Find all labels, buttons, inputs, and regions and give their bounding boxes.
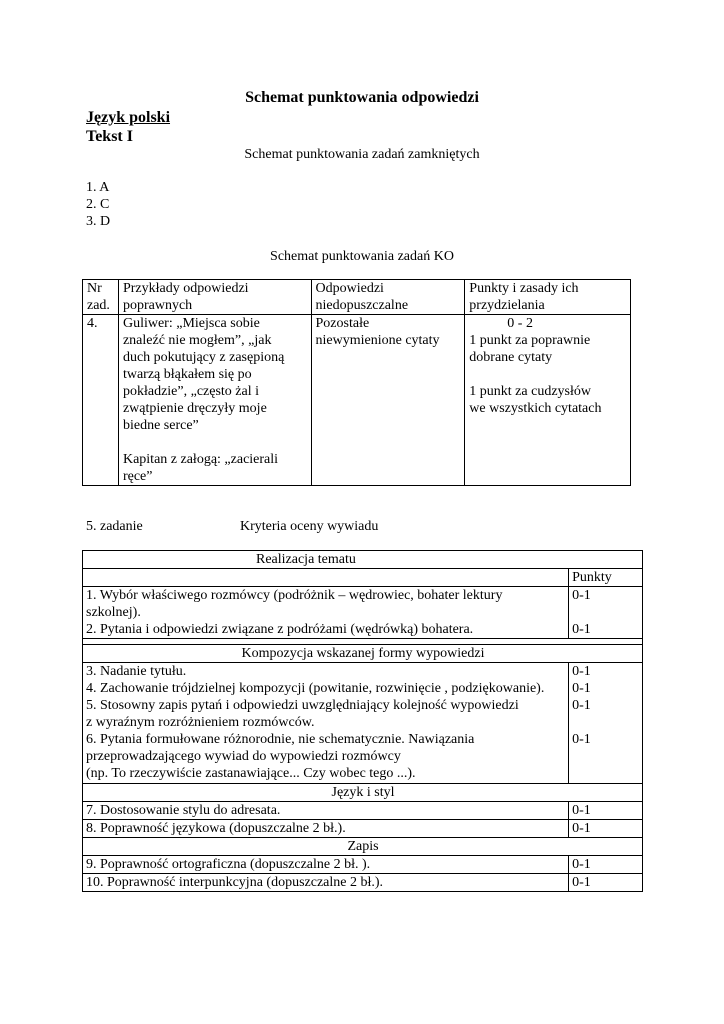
points-header-row	[83, 569, 643, 587]
ko-task-examples: Guliwer: „Miejsca sobie znaleźć nie mogłem”, „jak duch pokutujący z zasępioną twarzą błąkałem się po pokładzie”, „często żal i zwątpienie dręczyły moje biedne serce” Kapitan z załogą: „zacierali ręce”	[118, 315, 311, 486]
criteria-row: 10. Poprawność interpunkcyjna (dopuszczalne 2 bł.). 0-1	[83, 874, 643, 892]
criteria-table	[82, 550, 643, 892]
closed-answer-1: 1. A	[86, 180, 110, 195]
criteria-row: 9. Poprawność ortograficzna (dopuszczalne 2 bł. ). 0-1	[83, 856, 643, 874]
section-title: Kompozycja wskazanej formy wypowiedzi	[241, 646, 485, 661]
ko-task-invalid: Pozostałe niewymienione cytaty	[311, 315, 465, 486]
section-title: Język i styl	[331, 785, 395, 800]
ko-header-examples: Przykłady odpowiedzi poprawnych	[118, 280, 311, 315]
criteria-row: 1. Wybór właściwego rozmówcy (podróżnik – wędrowiec, bohater lektury szkolnej). 2. Pytania i odpowiedzi związane z podróżami (wędrówką) bohatera. 0-1 0-1	[83, 587, 643, 639]
closed-tasks-title: Schemat punktowania zadań zamkniętych	[244, 147, 480, 162]
criteria-row: 7. Dostosowanie stylu do adresata. 0-1	[83, 802, 643, 820]
closed-answer-3: 3. D	[86, 214, 111, 229]
ko-tasks-title: Schemat punktowania zadań KO	[270, 249, 454, 264]
criteria-row: 3. Nadanie tytułu. 4. Zachowanie trójdzielnej kompozycji (powitanie, rozwinięcie , podziękowanie). 5. Stosowny zapis pytań i odpowiedzi uwzględniający kolejność wypowiedzi z wyraźnym rozróżnieniem rozmówców. 6. Pytania formułowane różnorodnie, nie schematycznie. Nawiązania przeprowadzającego wywiad do wypowiedzi rozmówcy (np. To rzeczywiście zastanawiające... Czy wobec tego ...). 0-1 0-1 0-1 0-1	[83, 663, 643, 784]
section-title-row	[83, 784, 643, 802]
ko-header-points: Punkty i zasady ich przydzielania	[465, 280, 631, 315]
ko-task-row	[83, 315, 631, 486]
section-title-row	[83, 645, 643, 663]
ko-scoring-table	[82, 279, 631, 486]
page-title: Schemat punktowania odpowiedzi	[245, 89, 479, 106]
ko-header-nr: Nr zad.	[83, 280, 119, 315]
section-title: Realizacja tematu	[256, 552, 356, 567]
section-title: Zapis	[347, 839, 379, 854]
subject-heading: Język polski	[86, 109, 171, 126]
section-title-row	[83, 551, 643, 569]
ko-task-points: 0 - 2 1 punkt za poprawnie dobrane cytaty 1 punkt za cudzysłów we wszystkich cytatach	[465, 315, 631, 486]
text-label: Tekst I	[86, 128, 133, 145]
closed-answers-list	[86, 179, 110, 230]
ko-task-number: 4.	[83, 315, 119, 486]
task5-criteria-title: Kryteria oceny wywiadu	[240, 519, 379, 534]
points-header: Punkty	[569, 569, 643, 587]
criteria-row: 8. Poprawność językowa (dopuszczalne 2 bł.). 0-1	[83, 820, 643, 838]
closed-answer-2: 2. C	[86, 197, 110, 212]
section-title-row	[83, 838, 643, 856]
task5-label: 5. zadanie	[86, 519, 143, 534]
ko-header-invalid: Odpowiedzi niedopuszczalne	[311, 280, 465, 315]
ko-header-row	[83, 280, 631, 315]
